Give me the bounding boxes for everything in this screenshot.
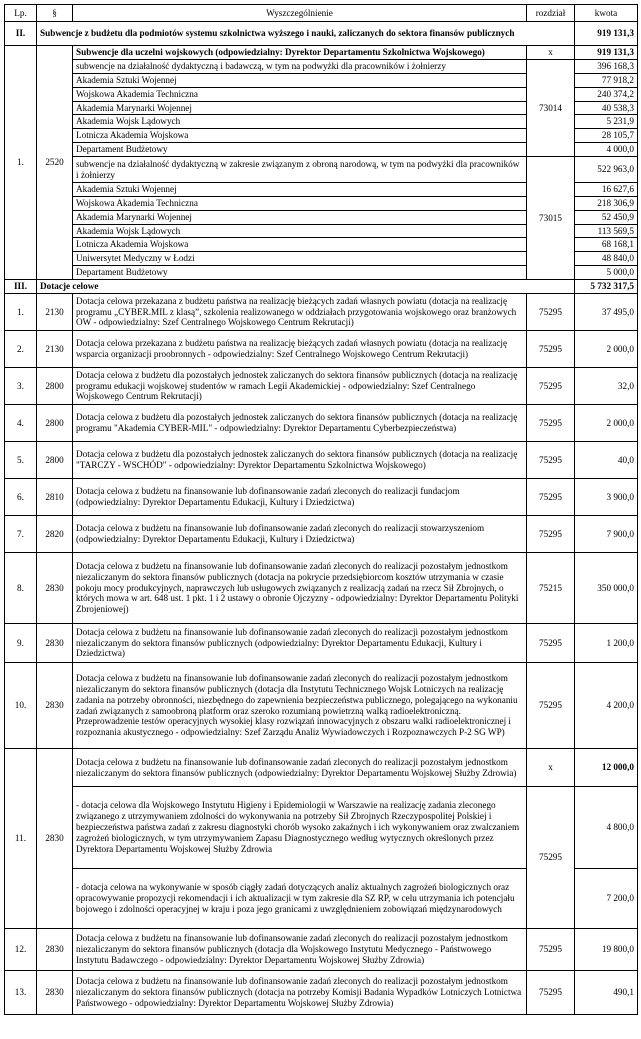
row-lp: 2. bbox=[5, 331, 37, 368]
row-amount: 19 800,0 bbox=[575, 929, 638, 971]
row-amount: 919 131,3 bbox=[575, 46, 638, 60]
row-rozdzial: x bbox=[527, 46, 575, 60]
row-paragraph: 2820 bbox=[37, 516, 73, 553]
row-description: Akademia Marynarki Wojennej bbox=[73, 210, 527, 224]
row-rozdzial: 75215 bbox=[527, 553, 575, 624]
table-row bbox=[5, 405, 638, 442]
row-amount: 48 840,0 bbox=[575, 252, 638, 266]
row-amount: 7 900,0 bbox=[575, 516, 638, 553]
header-description: Wyszczególnienie bbox=[73, 5, 527, 22]
row-description: Akademia Wojsk Lądowych bbox=[73, 224, 527, 238]
section-row bbox=[5, 280, 638, 294]
row-rozdzial: 75295 bbox=[527, 331, 575, 368]
row-amount: 490,1 bbox=[575, 971, 638, 1015]
row-rozdzial: x bbox=[527, 749, 575, 787]
row-amount: 5 231,9 bbox=[575, 115, 638, 129]
row-lp: 3. bbox=[5, 368, 37, 405]
row-description: Subwencje dla uczelni wojskowych (odpowiedzialny: Dyrektor Departamentu Szkolnictwa Wojskowego) bbox=[73, 46, 527, 60]
row-description: Dotacja celowa z budżetu na finansowanie lub dofinansowanie zadań zleconych do realizacji pozostałym jednostkom niezaliczanym do sektora finansów publicznych (odpowiedzialny: Dyrektor Departamentu Wojskowej Służby Zdrowia) bbox=[73, 749, 527, 787]
row-lp: 8. bbox=[5, 553, 37, 624]
row-amount: 113 569,5 bbox=[575, 224, 638, 238]
row-amount: 12 000,0 bbox=[575, 749, 638, 787]
row-description: subwencje na działalność dydaktyczną i badawczą, w tym na podwyżki dla pracowników i żołnierzy bbox=[73, 60, 527, 74]
row-rozdzial: 75295 bbox=[527, 405, 575, 442]
budget-table bbox=[4, 4, 638, 1015]
table-row bbox=[5, 553, 638, 624]
row-amount: 37 495,0 bbox=[575, 294, 638, 331]
row-description: Dotacja celowa przekazana z budżetu państwa na realizację bieżących zadań własnych powiatu (dotacja na realizację programu „CYBER.MIL z klasą”, szkolenia realizowanego w oddziałach przygotowania wojskowego oraz branżowych OW - odpowiedzialny: Szef Centralnego Wojskowego Centrum Rekrutacji) bbox=[73, 294, 527, 331]
row-description: Dotacja celowa z budżetu na finansowanie lub dofinansowanie zadań zleconych do realizacji pozostałym jednostkom niezaliczanym do sektora finansów publicznych (odpowiedzialny: Dyrektor Departamentu Edukacji, Kultury i Dziedzictwa) bbox=[73, 624, 527, 663]
row-amount: 2 000,0 bbox=[575, 405, 638, 442]
row-lp: 7. bbox=[5, 516, 37, 553]
table-row bbox=[5, 663, 638, 749]
row-description: Departament Budżetowy bbox=[73, 266, 527, 280]
table-row bbox=[5, 46, 638, 60]
row-amount: 4 000,0 bbox=[575, 143, 638, 157]
row-rozdzial: 73015 bbox=[527, 157, 575, 280]
section-amount: 5 732 317,5 bbox=[575, 280, 638, 294]
row-lp: 1. bbox=[5, 294, 37, 331]
row-amount: 218 306,9 bbox=[575, 196, 638, 210]
table-row bbox=[5, 442, 638, 479]
row-lp: 4. bbox=[5, 405, 37, 442]
row-lp: 12. bbox=[5, 929, 37, 971]
table-row bbox=[5, 787, 638, 869]
row-rozdzial: 75295 bbox=[527, 442, 575, 479]
row-description: Departament Budżetowy bbox=[73, 143, 527, 157]
table-row bbox=[5, 624, 638, 663]
table-row bbox=[5, 929, 638, 971]
row-amount: 28 105,7 bbox=[575, 129, 638, 143]
row-amount: 240 374,2 bbox=[575, 87, 638, 101]
header-rozdzial: rozdział bbox=[527, 5, 575, 22]
table-row bbox=[5, 157, 638, 183]
row-description: Dotacja celowa z budżetu na finansowanie lub dofinansowanie zadań zleconych do realizacji pozostałym jednostkom niezaliczanym do sektora finansów publicznych (dotacja dla Wojskowego Instytutu Medycznego - Państwowego Instytutu Badawczego - odpowiedzialny: Dyrektor Departamentu Wojskowej Służby Zdrowia) bbox=[73, 929, 527, 971]
row-lp: 10. bbox=[5, 663, 37, 749]
row-lp: 11. bbox=[5, 749, 37, 929]
row-amount: 40,0 bbox=[575, 442, 638, 479]
row-amount: 2 000,0 bbox=[575, 331, 638, 368]
section-amount: 919 131,3 bbox=[575, 22, 638, 46]
row-rozdzial: 75295 bbox=[527, 479, 575, 516]
row-rozdzial: 75295 bbox=[527, 971, 575, 1015]
row-amount: 40 538,3 bbox=[575, 101, 638, 115]
row-rozdzial: 75295 bbox=[527, 368, 575, 405]
section-title: Dotacje celowe bbox=[37, 280, 575, 294]
row-amount: 7 200,0 bbox=[575, 869, 638, 929]
header-paragraph: § bbox=[37, 5, 73, 22]
row-paragraph: 2130 bbox=[37, 331, 73, 368]
row-description: Dotacja celowa z budżetu na finansowanie lub dofinansowanie zadań zleconych do realizacji pozostałym jednostkom niezaliczanym do sektora finansów publicznych (dotacja na pokrycie przedsiębiorcom kosztów utrzymania w czasie pokoju mocy produkcyjnych, naprawczych lub usługowych związanych z realizacją zadań na rzecz Sił Zbrojnych, o których mowa w art. 648 ust. 1 pkt. 1 i 2 ustawy o obronie Ojczyzny - odpowiedzialny: Dyrektor Departamentu Polityki Zbrojeniowej) bbox=[73, 553, 527, 624]
row-description: Dotacja celowa z budżetu na finansowanie lub dofinansowanie zadań zleconych do realizacji pozostałym jednostkom niezaliczanym do sektora finansów publicznych (dotacja na potrzeby Komisji Badania Wypadków Lotniczych Lotnictwa Państwowego - odpowiedzialny: Dyrektor Departamentu Wojskowej Służby Zdrowia) bbox=[73, 971, 527, 1015]
row-paragraph: 2810 bbox=[37, 479, 73, 516]
row-amount: 32,0 bbox=[575, 368, 638, 405]
row-description: Uniwersytet Medyczny w Łodzi bbox=[73, 252, 527, 266]
row-description: Dotacja celowa z budżetu na finansowanie lub dofinansowanie zadań zleconych do realizacji pozostałym jednostkom niezaliczanym do sektora finansów publicznych (dotacja dla Instytutu Technicznego Wojsk Lotniczych na realizację zadania na potrzeby obronności, niezbędnego do zapewnienia bezpieczeństwa publicznego, polegającego na wykonaniu zadań związanych z samoobroną platform oraz szeroko rozumianą powietrzną walką radioelektroniczną. Przeprowadzenie testów operacyjnych wysokiej klasy rozwiązań innowacyjnych z obszaru walki radioelektronicznej i rozpoznania akustycznego - odpowiedzialny: Szef Zarządu Analiz Wywiadowczych i Rozpoznawczych P-2 SG WP) bbox=[73, 663, 527, 749]
row-rozdzial: 75295 bbox=[527, 787, 575, 929]
row-description: Dotacja celowa z budżetu dla pozostałych jednostek zaliczanych do sektora finansów publicznych (dotacja na realizację programu "Akademia CYBER-MIL" - odpowiedzialny: Dyrektor Departamentu Cyberbezpieczeństwa) bbox=[73, 405, 527, 442]
row-amount: 16 627,6 bbox=[575, 183, 638, 197]
section-title: Subwencje z budżetu dla podmiotów systemu szkolnictwa wyższego i nauki, zaliczanych do sektora finansów publicznych bbox=[37, 22, 575, 46]
row-paragraph: 2830 bbox=[37, 663, 73, 749]
row-description: Wojskowa Akademia Techniczna bbox=[73, 196, 527, 210]
row-description: Lotnicza Akademia Wojskowa bbox=[73, 238, 527, 252]
row-paragraph: 2800 bbox=[37, 368, 73, 405]
row-description: Akademia Sztuki Wojennej bbox=[73, 183, 527, 197]
table-row bbox=[5, 971, 638, 1015]
header-kwota: kwota bbox=[575, 5, 638, 22]
row-description: Dotacja celowa z budżetu na finansowanie lub dofinansowanie zadań zleconych do realizacji stowarzyszeniom (odpowiedzialny: Dyrektor Departamentu Edukacji, Kultury i Dziedzictwa) bbox=[73, 516, 527, 553]
row-description: Wojskowa Akademia Techniczna bbox=[73, 87, 527, 101]
row-amount: 350 000,0 bbox=[575, 553, 638, 624]
row-lp: 13. bbox=[5, 971, 37, 1015]
row-description: subwencje na działalność dydaktyczną w zakresie związanym z obroną narodową, w tym na podwyżki dla pracowników i żołnierzy bbox=[73, 157, 527, 183]
row-amount: 4 800,0 bbox=[575, 787, 638, 869]
table-row bbox=[5, 749, 638, 787]
table-row bbox=[5, 60, 638, 74]
header-lp: Lp. bbox=[5, 5, 37, 22]
row-amount: 396 168,3 bbox=[575, 60, 638, 74]
row-rozdzial: 75295 bbox=[527, 663, 575, 749]
row-paragraph: 2830 bbox=[37, 971, 73, 1015]
row-amount: 68 168,1 bbox=[575, 238, 638, 252]
table-row bbox=[5, 368, 638, 405]
row-amount: 52 450,9 bbox=[575, 210, 638, 224]
row-description: Akademia Wojsk Lądowych bbox=[73, 115, 527, 129]
section-lp: III. bbox=[5, 280, 37, 294]
row-rozdzial: 75295 bbox=[527, 294, 575, 331]
table-row bbox=[5, 294, 638, 331]
row-description: Lotnicza Akademia Wojskowa bbox=[73, 129, 527, 143]
section-row bbox=[5, 22, 638, 46]
row-amount: 1 200,0 bbox=[575, 624, 638, 663]
row-rozdzial: 73014 bbox=[527, 60, 575, 157]
row-description: - dotacja celowa dla Wojskowego Instytutu Higieny i Epidemiologii w Warszawie na realizację zadania zleconego związanego z utrzymywaniem zdolności do wykonywania na potrzeby Sił Zbrojnych Rzeczypospolitej Polskiej i bezpieczeństwa państwa zadań z zakresu diagnostyki chorób wysoko zakaźnych i ich wykonywaniem oraz zwalczaniem zagrożeń biologicznych, w tym utrzymywaniem Zapasu Diagnostycznego według wytycznych określonych przez Dyrektora Departamentu Wojskowej Służby Zdrowia bbox=[73, 787, 527, 869]
row-description: Akademia Sztuki Wojennej bbox=[73, 73, 527, 87]
row-description: - dotacja celowa na wykonywanie w sposób ciągły zadań dotyczących analiz aktualnych zagrożeń biologicznych oraz opracowywanie propozycji rekomendacji i ich aktualizacji w tym zakresie dla SZ RP, w celu utrzymania ich potencjału bojowego i zdolności operacyjnej w kraju i poza jego granicami z uwzględnieniem zobowiązań międzynarodowych bbox=[73, 869, 527, 929]
table-row bbox=[5, 479, 638, 516]
row-amount: 77 918,2 bbox=[575, 73, 638, 87]
row-paragraph: 2830 bbox=[37, 553, 73, 624]
row-paragraph: 2130 bbox=[37, 294, 73, 331]
row-lp: 6. bbox=[5, 479, 37, 516]
row-paragraph: 2800 bbox=[37, 405, 73, 442]
row-lp: 9. bbox=[5, 624, 37, 663]
row-paragraph: 2830 bbox=[37, 749, 73, 929]
row-paragraph: 2830 bbox=[37, 929, 73, 971]
header-row bbox=[5, 5, 638, 22]
row-rozdzial: 75295 bbox=[527, 929, 575, 971]
table-row bbox=[5, 516, 638, 553]
row-description: Dotacja celowa z budżetu dla pozostałych jednostek zaliczanych do sektora finansów publicznych (dotacja na realizację programu edukacji wojskowej studentów w ramach Legii Akademickiej - odpowiedzialny: Szef Centralnego Wojskowego Centrum Rekrutacji) bbox=[73, 368, 527, 405]
row-paragraph: 2830 bbox=[37, 624, 73, 663]
row-amount: 4 200,0 bbox=[575, 663, 638, 749]
row-rozdzial: 75295 bbox=[527, 516, 575, 553]
row-description: Dotacja celowa przekazana z budżetu państwa na realizację bieżących zadań własnych powiatu (dotacja na realizację wsparcia organizacji proobronnych - odpowiedzialny: Szef Centralnego Wojskowego Centrum Rekrutacji) bbox=[73, 331, 527, 368]
row-description: Dotacja celowa z budżetu na finansowanie lub dofinansowanie zadań zleconych do realizacji fundacjom (odpowiedzialny: Dyrektor Departamentu Edukacji, Kultury i Dziedzictwa) bbox=[73, 479, 527, 516]
row-paragraph: 2520 bbox=[37, 46, 73, 280]
row-rozdzial: 75295 bbox=[527, 624, 575, 663]
row-lp: 1. bbox=[5, 46, 37, 280]
section-lp: II. bbox=[5, 22, 37, 46]
row-description: Akademia Marynarki Wojennej bbox=[73, 101, 527, 115]
row-paragraph: 2800 bbox=[37, 442, 73, 479]
row-amount: 3 900,0 bbox=[575, 479, 638, 516]
row-lp: 5. bbox=[5, 442, 37, 479]
row-description: Dotacja celowa z budżetu dla pozostałych jednostek zaliczanych do sektora finansów publicznych (dotacja na realizację "TARCZY - WSCHÓD" - odpowiedzialny: Dyrektor Departamentu Szkolnictwa Wojskowego) bbox=[73, 442, 527, 479]
table-row bbox=[5, 331, 638, 368]
row-amount: 522 963,0 bbox=[575, 157, 638, 183]
row-amount: 5 000,0 bbox=[575, 266, 638, 280]
